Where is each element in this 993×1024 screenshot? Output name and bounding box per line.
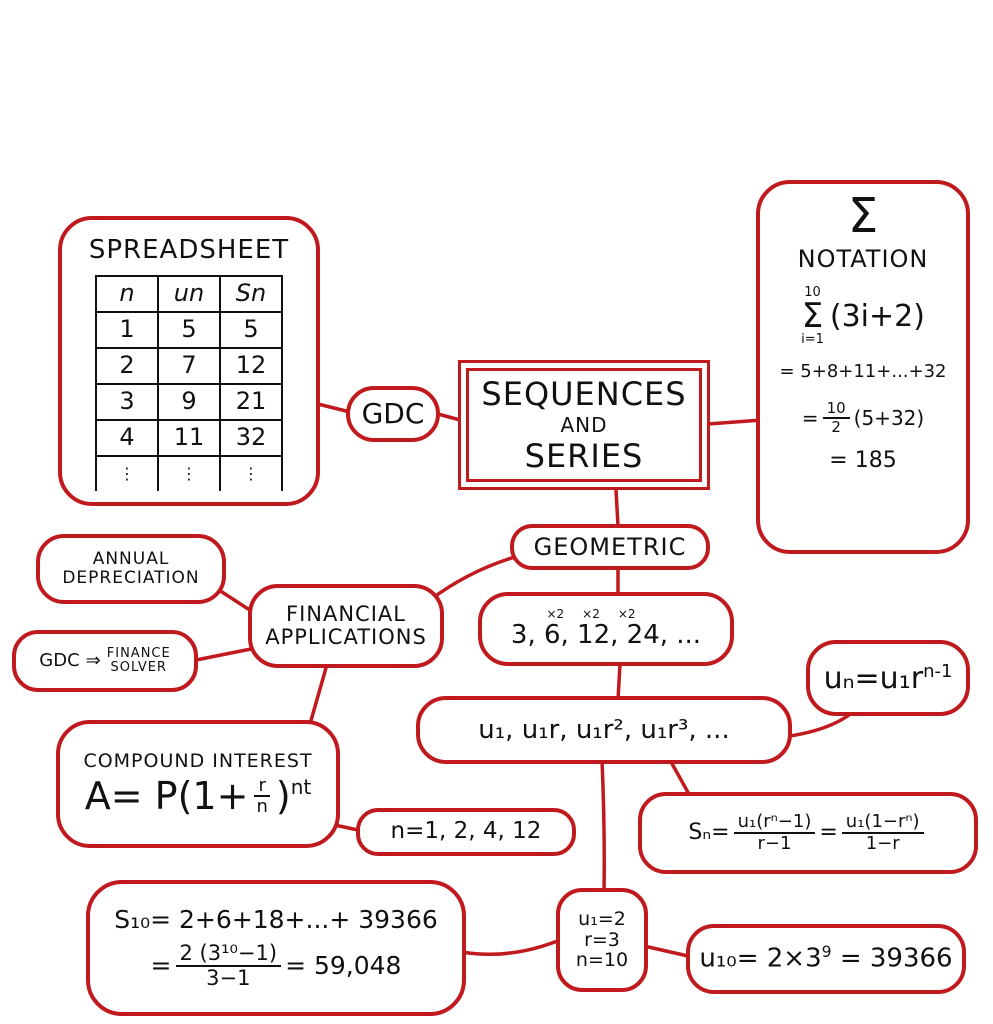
compound-interest-bubble xyxy=(56,720,340,848)
line-financial-compound xyxy=(310,668,326,724)
line-params-u10 xyxy=(644,946,688,956)
table-row xyxy=(96,420,282,456)
ratio-example-bubble xyxy=(478,592,734,666)
compound-rhs: ) xyxy=(275,773,291,818)
sigma-line3-den: 2 xyxy=(831,417,841,436)
sigma-upper: 10 xyxy=(804,285,821,301)
table-cell: 2 xyxy=(96,348,158,384)
line-center-geometric xyxy=(616,490,618,526)
financial-line1: FINANCIAL xyxy=(286,601,406,626)
geometric-label: GEOMETRIC xyxy=(533,532,687,561)
sigma-line3-num: 10 xyxy=(823,400,850,419)
line-gdc-center xyxy=(438,414,460,420)
gdc-label: GDC xyxy=(361,396,425,430)
compound-exponent: nt xyxy=(290,774,312,799)
spreadsheet-table xyxy=(95,275,283,491)
nth-term-exponent: n-1 xyxy=(923,660,953,682)
gdc-bubble xyxy=(346,386,440,442)
param-n: n=10 xyxy=(575,949,629,972)
depreciation-line2: DEPRECIATION xyxy=(62,568,200,588)
compound-formula xyxy=(84,773,312,818)
sum-formula-f1-den: r−1 xyxy=(757,833,792,854)
line-params-s10 xyxy=(462,940,560,954)
line-ratio-general xyxy=(618,664,620,700)
sum-formula-f1-num: u₁(rⁿ−1) xyxy=(734,812,816,834)
sigma-line3: = $\frac{10}{2}$ (5+32) xyxy=(801,399,925,436)
example-params-bubble xyxy=(556,888,648,992)
center-topic xyxy=(458,360,710,490)
compound-frac-num: r xyxy=(254,776,269,798)
u10-text: u₁₀= 2×3 xyxy=(699,944,822,975)
table-cell: 11 xyxy=(158,420,220,456)
line-general-sum xyxy=(670,760,690,796)
nth-term-bubble xyxy=(806,640,970,716)
s10-eq: = xyxy=(150,951,172,980)
spreadsheet-bubble xyxy=(58,216,320,506)
general-form-bubble xyxy=(416,696,792,764)
n-values-bubble xyxy=(356,808,576,856)
s10-line1: S₁₀= 2+6+18+...+ 39366 xyxy=(114,905,438,935)
sum-formula-eq: = xyxy=(819,819,838,845)
line-center-sigma xyxy=(708,420,762,424)
multiplier-label: ×2 xyxy=(582,607,600,622)
sigma-expression xyxy=(801,286,925,346)
sigma-sum-symbol: Σ xyxy=(801,296,824,337)
multiplier-label: ×2 xyxy=(546,607,565,622)
table-cell: 1 xyxy=(96,312,158,348)
center-line3: SERIES xyxy=(524,437,644,475)
general-form-text: u₁, u₁r, u₁r², u₁r³, ... xyxy=(478,714,730,745)
table-cell: 5 xyxy=(158,312,220,348)
col-n: n xyxy=(96,276,158,312)
s10-frac-num: 2 (3¹⁰−1) xyxy=(176,942,282,967)
s10-result: = 59,048 xyxy=(285,951,402,980)
table-header-row xyxy=(96,276,282,312)
geometric-bubble xyxy=(510,524,710,570)
sigma-notation-bubble xyxy=(756,180,970,554)
financial-applications-bubble xyxy=(248,584,444,668)
center-line2: AND xyxy=(560,413,608,437)
sum-formula-lhs: Sₙ= xyxy=(688,819,730,845)
param-r: r=3 xyxy=(584,928,620,951)
table-cell: 12 xyxy=(220,348,282,384)
sum-formula-f2-den: 1−r xyxy=(865,833,900,854)
table-cell: 9 xyxy=(158,384,220,420)
center-line1: SEQUENCES xyxy=(481,375,687,413)
param-u1: u₁=2 xyxy=(578,907,626,930)
sum-formula-bubble xyxy=(638,792,978,874)
sigma-line2: = 5+8+11+...+32 xyxy=(779,361,947,383)
solver-gdc: GDC xyxy=(39,650,80,672)
solver-line2: SOLVER xyxy=(110,660,167,675)
compound-lhs: A= P(1+ xyxy=(84,773,249,818)
sigma-title: NOTATION xyxy=(797,245,929,273)
multiplier-label: ×2 xyxy=(617,607,636,622)
ratio-sequence: 3, 6, 12, 24, ... xyxy=(510,620,702,651)
line-general-params xyxy=(602,760,604,892)
nth-term-text: uₙ=u₁r xyxy=(823,660,924,696)
sigma-expr: (3i+2) xyxy=(829,298,925,334)
finance-solver-bubble xyxy=(12,630,198,692)
sigma-result: = 185 xyxy=(829,448,897,474)
line-financial-solver xyxy=(196,648,256,660)
sigma-icon: Σ xyxy=(847,188,879,244)
n-values-text: n=1, 2, 4, 12 xyxy=(390,818,542,845)
s10-frac-den: 3−1 xyxy=(206,965,251,990)
arrow-right-icon: ⇒ xyxy=(85,650,101,672)
table-cell: 5 xyxy=(220,312,282,348)
u10-exponent: 9 xyxy=(821,943,832,962)
depreciation-bubble xyxy=(36,534,226,604)
table-row xyxy=(96,312,282,348)
col-un: un xyxy=(158,276,220,312)
compound-frac-den: n xyxy=(256,796,268,818)
table-cell: 21 xyxy=(220,384,282,420)
u10-result: = 39366 xyxy=(839,944,953,975)
compound-title: COMPOUND INTEREST xyxy=(83,749,313,772)
table-cell: 3 xyxy=(96,384,158,420)
s10-bubble xyxy=(86,880,466,1016)
financial-line2: APPLICATIONS xyxy=(265,625,427,649)
sum-formula-f2-num: u₁(1−rⁿ) xyxy=(842,812,924,834)
sigma-line3-rest: (5+32) xyxy=(853,405,925,430)
solver-line1: FINANCE xyxy=(106,645,171,661)
table-cell: 7 xyxy=(158,348,220,384)
sigma-lower: i=1 xyxy=(801,332,824,348)
table-cell: 4 xyxy=(96,420,158,456)
table-row xyxy=(96,384,282,420)
table-continuation-row: ⋮ ⋮ ⋮ xyxy=(96,456,282,491)
table-row xyxy=(96,348,282,384)
table-cell: 32 xyxy=(220,420,282,456)
depreciation-line1: ANNUAL xyxy=(92,549,170,570)
col-sn: Sn xyxy=(220,276,282,312)
spreadsheet-title: SPREADSHEET xyxy=(88,235,290,265)
u10-bubble xyxy=(686,924,966,994)
